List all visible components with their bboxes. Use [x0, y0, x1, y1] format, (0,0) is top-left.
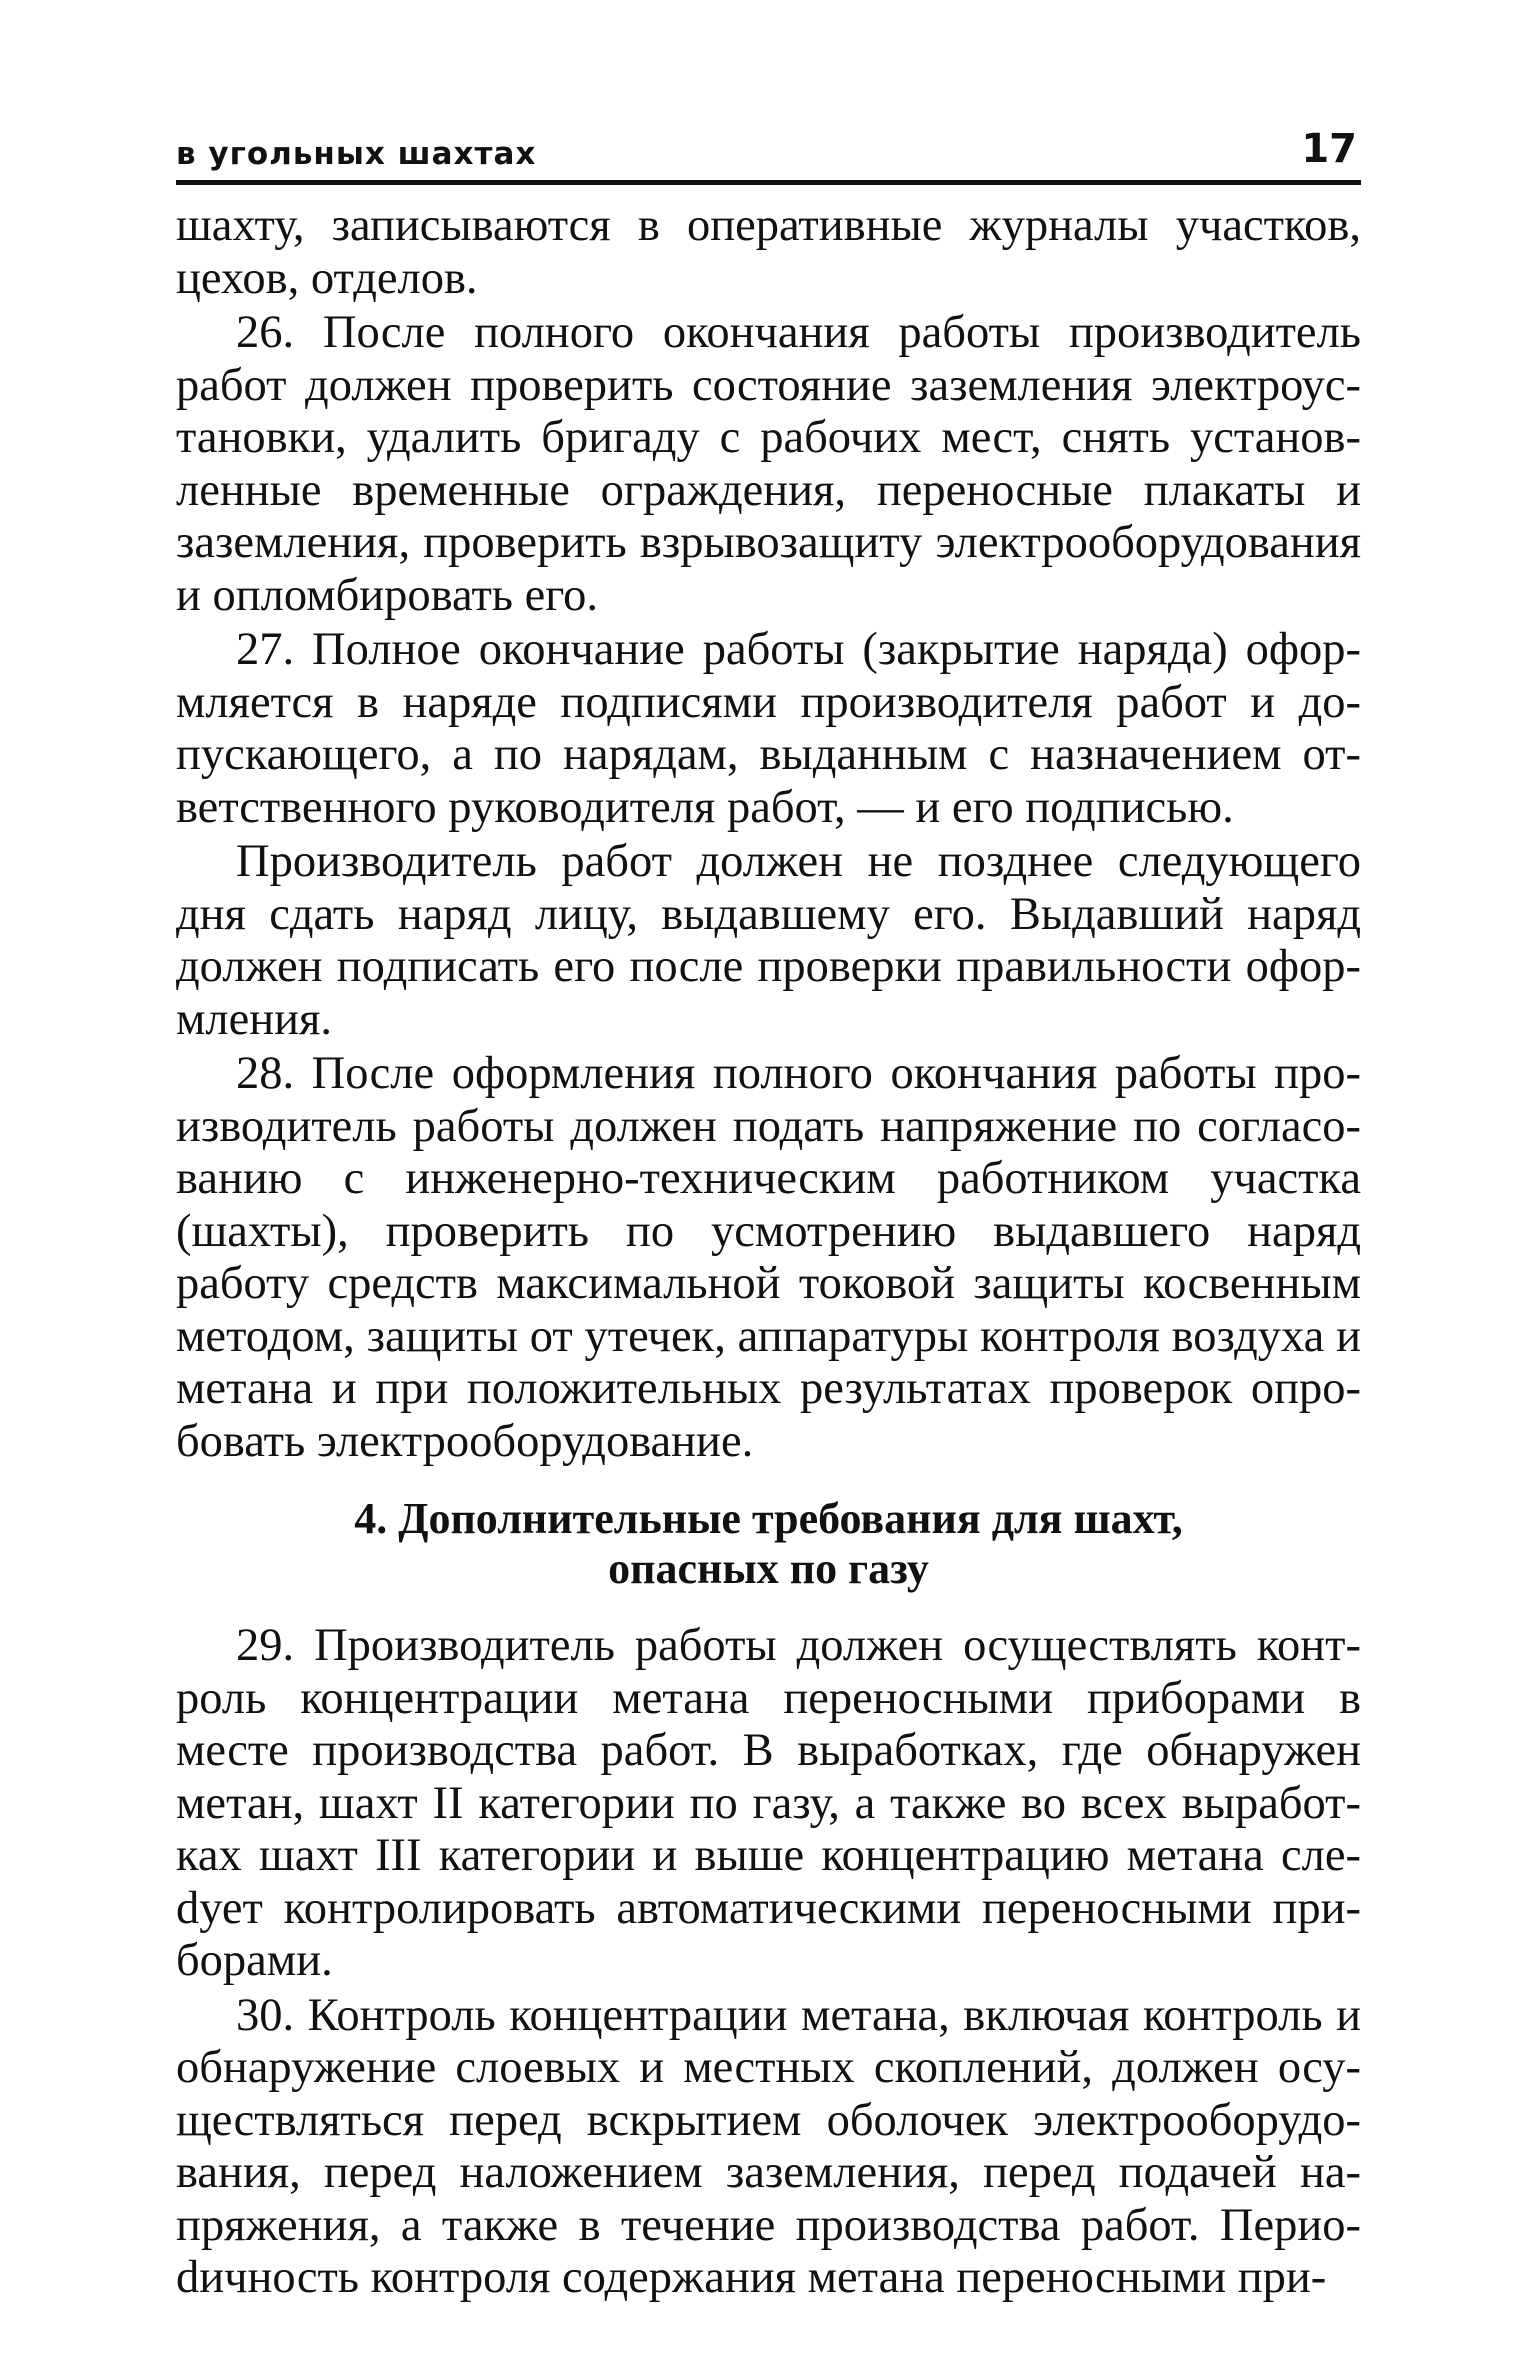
paragraph-29: 29. Производитель работы должен осуществлять контроль концентрации метана переносными приборами в месте производства работ. В выработках, где обнаружен метан, шахт II категории по газу, а также во всех выработках шахт III категории и выше концентрацию метана слеdует контролировать автоматическими переносными приборами.: [176, 1620, 1361, 1986]
section-4-title-line-2: опасных по газу: [608, 1544, 929, 1593]
paragraph-26: 26. После полного окончания работы производитель работ должен проверить состояние заземления электроустановки, удалить бригаду с рабочих мест, снять установленные временные ограждения, переносные плакаты и заземления, проверить взрывозащиту электрооборудования и опломбировать его.: [176, 307, 1361, 621]
paragraph-28: 28. После оформления полного окончания работы производитель работы должен подать напряжение по согласованию с инженерно-техническим работником участка (шахты), проверить по усмотрению выдавшего наряд работу средств максимальной токовой защиты косвенным методом, защиты от утечек, аппаратуры контроля воздуха и метана и при положительных результатах проверок опробовать электрооборудование.: [176, 1048, 1361, 1467]
paragraph-30: 30. Контроль концентрации метана, включая контроль и обнаружение слоевых и местных скоплений, должен осуществляться перед вскрытием оболочек электрооборудования, перед наложением заземления, перед подачей напряжения, а также в течение производства работ. Периоdичность контроля содержания метана переносными при-: [176, 1989, 1361, 2303]
running-title: в угольных шахтах: [176, 136, 537, 172]
running-head: [176, 118, 1361, 178]
paragraph-27: 27. Полное окончание работы (закрытие наряда) оформляется в наряде подписями производителя работ и допускающего, а по нарядам, выданным с назначением ответственного руководителя работ, — и его подписью.: [176, 624, 1361, 833]
section-4-title-line-1: 4. Дополнительные требования для шахт,: [354, 1494, 1183, 1543]
header-rule: [176, 180, 1361, 185]
body-text: [176, 200, 1361, 2307]
page-number: 17: [1301, 126, 1357, 172]
paragraph-27-continued: Производитель работ должен не позднее следующего дня сдать наряд лицу, выдавшему его. Выдавший наряд должен подписать его после проверки правильности оформления.: [176, 836, 1361, 1045]
paragraph-continued: шахту, записываются в оперативные журналы участков, цехов, отделов.: [176, 200, 1361, 304]
section-4-heading: [176, 1494, 1361, 1594]
